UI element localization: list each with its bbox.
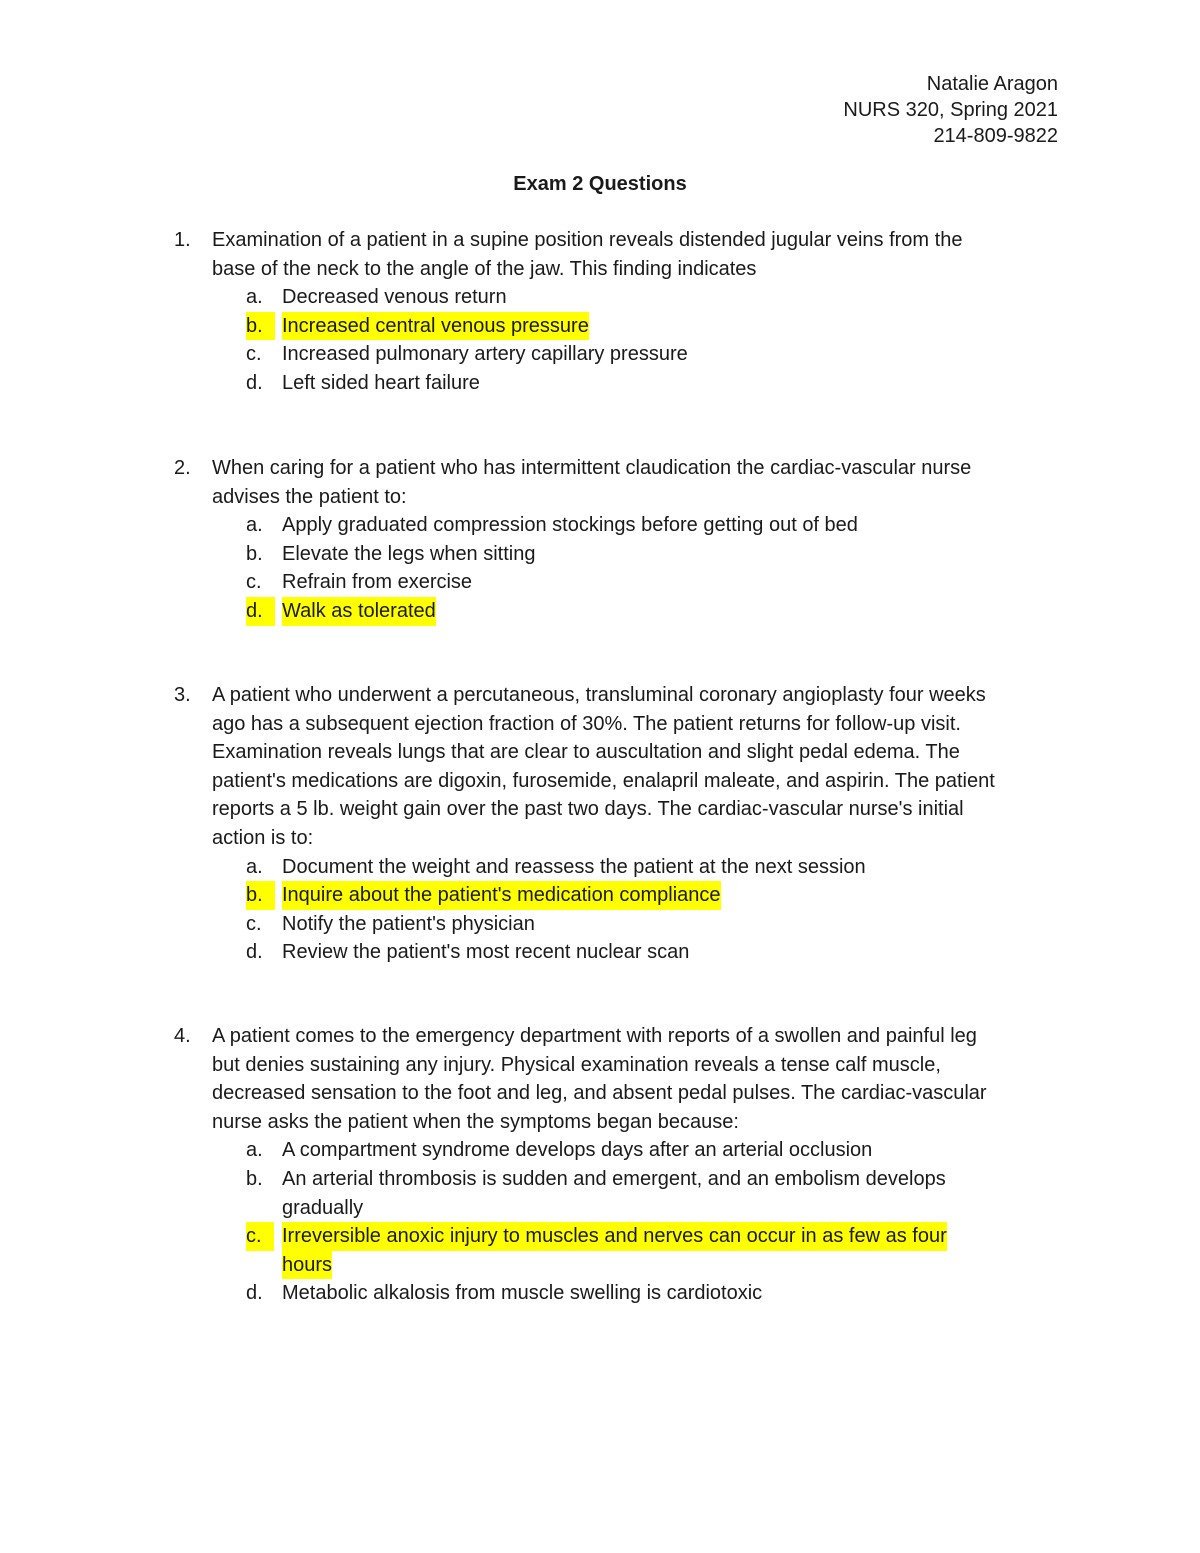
question-stem-line [0, 681, 1200, 710]
answer-option [0, 1194, 1200, 1223]
option-text: gradually [282, 1196, 364, 1219]
option-text: A compartment syndrome develops days after an arterial occlusion [282, 1139, 873, 1162]
question-stem-line [0, 824, 1200, 853]
question-stem-line [0, 226, 1200, 255]
answer-option [0, 511, 1200, 540]
question-text: action is to: [212, 826, 314, 849]
answer-option-highlighted [0, 1251, 1200, 1280]
question-text: A patient who underwent a percutaneous, transluminal coronary angioplasty four weeks [212, 684, 986, 706]
answer-option [0, 568, 1200, 597]
question-text: ago has a subsequent ejection fraction of 30%. The patient returns for follow-up visit. [212, 712, 961, 735]
option-letter: c. [246, 912, 262, 935]
option-letter: d. [246, 1282, 263, 1305]
question-number: 1. [174, 229, 191, 251]
page-title: Exam 2 Questions [513, 173, 687, 195]
option-text: Metabolic alkalosis from muscle swelling is cardiotoxic [282, 1282, 763, 1305]
question-number: 3. [174, 684, 191, 706]
option-letter: b. [246, 881, 275, 910]
question-text: but denies sustaining any injury. Physical examination reveals a tense calf muscle, [212, 1053, 941, 1076]
answer-option [0, 369, 1200, 398]
question-text: nurse asks the patient when the symptoms began because: [212, 1110, 739, 1133]
option-text: Elevate the legs when sitting [282, 542, 536, 565]
answer-option [0, 853, 1200, 882]
option-text: Increased pulmonary artery capillary pressure [282, 343, 688, 366]
option-letter: d. [246, 941, 263, 964]
option-text: Refrain from exercise [282, 571, 473, 594]
student-name: Natalie Aragon [926, 73, 1058, 95]
option-text: Document the weight and reassess the patient at the next session [282, 855, 866, 878]
course-info: NURS 320, Spring 2021 [843, 99, 1058, 121]
option-letter: a. [246, 286, 263, 309]
option-letter: a. [246, 855, 263, 878]
question-stem-line [0, 710, 1200, 739]
question-text: advises the patient to: [212, 485, 407, 508]
option-text: Left sided heart failure [282, 371, 480, 394]
question-3 [0, 681, 1200, 967]
answer-option-highlighted [0, 597, 1200, 626]
option-letter: b. [246, 1167, 263, 1190]
question-2 [0, 454, 1200, 626]
question-text: A patient comes to the emergency department with reports of a swollen and painful leg [212, 1025, 977, 1047]
answer-option-highlighted [0, 312, 1200, 341]
option-letter: a. [246, 514, 263, 537]
option-letter: b. [246, 542, 263, 565]
question-stem-line [0, 1051, 1200, 1080]
question-1 [0, 226, 1200, 398]
question-stem-line [0, 767, 1200, 796]
question-stem-line [0, 1022, 1200, 1051]
student-header [843, 71, 1058, 149]
question-number: 4. [174, 1025, 191, 1047]
option-letter: b. [246, 312, 275, 341]
question-text: patient's medications are digoxin, furosemide, enalapril maleate, and aspirin. The patient [212, 769, 995, 792]
answer-option [0, 283, 1200, 312]
option-text: Notify the patient's physician [282, 912, 535, 935]
option-letter: c. [246, 1222, 274, 1251]
option-text: Walk as tolerated [282, 597, 436, 626]
option-letter: a. [246, 1139, 263, 1162]
option-text: Irreversible anoxic injury to muscles and nerves can occur in as few as four [282, 1222, 947, 1251]
question-text: When caring for a patient who has intermittent claudication the cardiac-vascular nurse [212, 457, 972, 479]
answer-option [0, 1165, 1200, 1194]
option-text: Inquire about the patient's medication compliance [282, 881, 721, 910]
answer-option [0, 910, 1200, 939]
option-text: hours [282, 1251, 332, 1280]
phone-number: 214-809-9822 [933, 125, 1058, 147]
question-stem-line [0, 795, 1200, 824]
answer-option [0, 540, 1200, 569]
option-letter: c. [246, 571, 262, 594]
answer-option-highlighted [0, 1222, 1200, 1251]
question-stem-line [0, 738, 1200, 767]
question-stem-line [0, 1079, 1200, 1108]
option-text: An arterial thrombosis is sudden and emergent, and an embolism develops [282, 1167, 946, 1190]
answer-option [0, 1136, 1200, 1165]
question-stem-line [0, 483, 1200, 512]
answer-option [0, 938, 1200, 967]
answer-option [0, 340, 1200, 369]
option-text: Apply graduated compression stockings before getting out of bed [282, 514, 858, 537]
option-text: Increased central venous pressure [282, 312, 589, 341]
answer-option-highlighted [0, 881, 1200, 910]
question-text: Examination reveals lungs that are clear to auscultation and slight pedal edema. The [212, 741, 960, 764]
option-letter: d. [246, 371, 263, 394]
answer-option [0, 1279, 1200, 1308]
question-number: 2. [174, 457, 191, 479]
option-letter: c. [246, 343, 262, 366]
option-text: Review the patient's most recent nuclear scan [282, 941, 690, 964]
question-stem-line [0, 454, 1200, 483]
question-text: reports a 5 lb. weight gain over the past two days. The cardiac-vascular nurse's initial [212, 798, 964, 821]
question-text: decreased sensation to the foot and leg, and absent pedal pulses. The cardiac-vascular [212, 1082, 987, 1105]
question-stem-line [0, 255, 1200, 284]
question-stem-line [0, 1108, 1200, 1137]
option-text: Decreased venous return [282, 286, 507, 309]
option-letter: d. [246, 597, 275, 626]
question-4 [0, 1022, 1200, 1308]
question-text: base of the neck to the angle of the jaw. This finding indicates [212, 257, 757, 280]
question-text: Examination of a patient in a supine position reveals distended jugular veins from the [212, 229, 963, 251]
